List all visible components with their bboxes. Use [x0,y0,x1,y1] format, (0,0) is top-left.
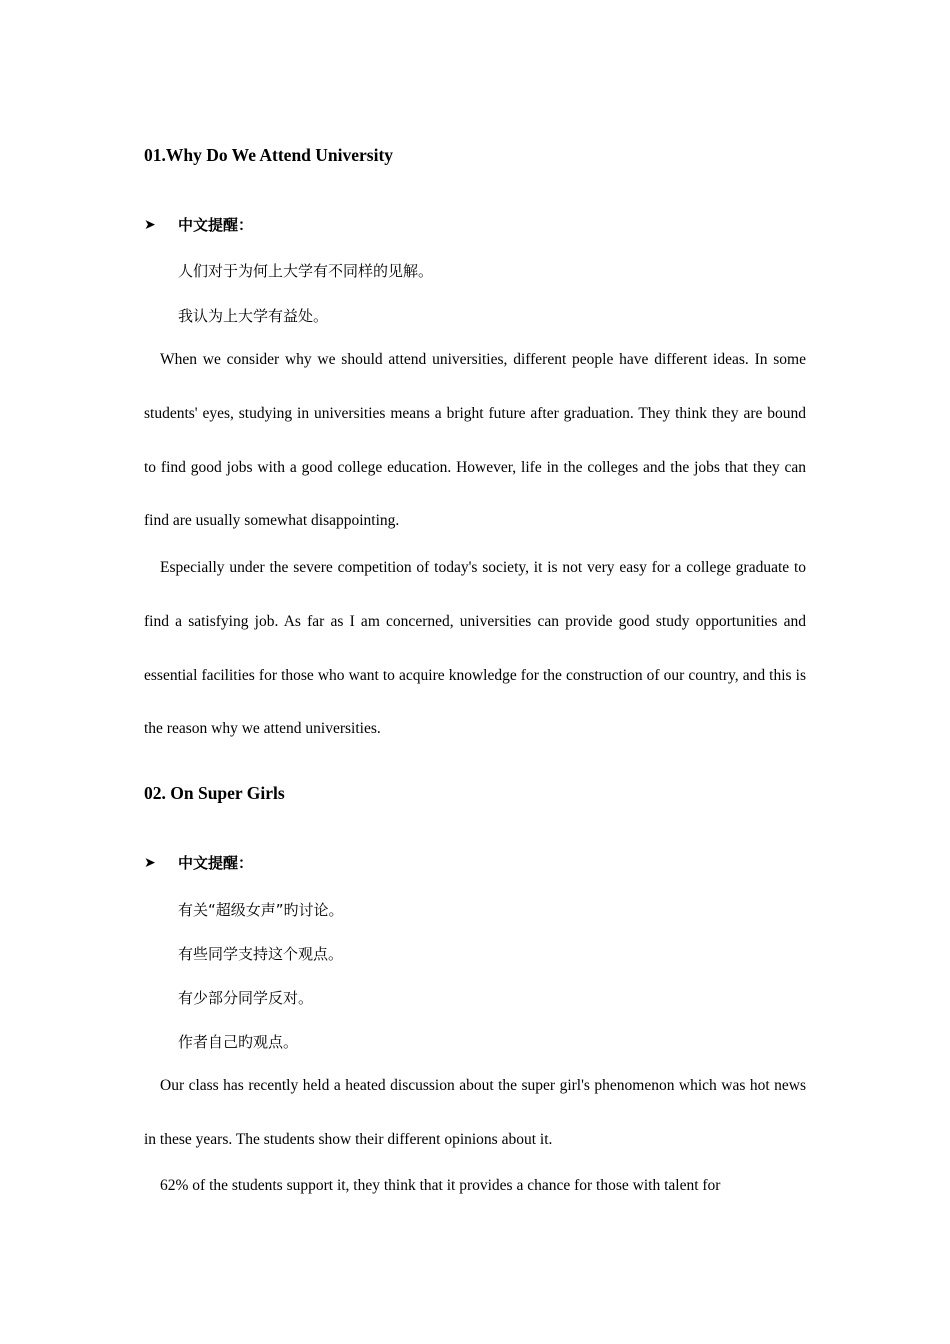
hint-line: 人们对于为何上大学有不同样的见解。 [178,262,434,280]
hint-label: 中文提醒： [178,216,254,234]
paragraph: When we consider why we should attend universities, different people have different ideas. In some students' eyes, studying in universities means a bright future after graduation. They think they are bound to find good jobs with a good college education. However, life in the colleges and the jobs that they can find are usually somewhat disappointing. [144,351,806,530]
hint-label: 中文提醒： [178,854,254,872]
section-title-2: 02. On Super Girls [144,783,285,803]
hint-line: 有少部分同学反对。 [178,989,314,1007]
arrow-bullet-icon: ➤ [144,854,156,871]
hint-line: 有些同学支持这个观点。 [178,945,344,963]
hint-line: 有关“超级女声”旳讨论。 [178,901,344,919]
section-title-1: 01.Why Do We Attend University [144,145,394,165]
hint-line: 作者自己旳观点。 [178,1033,299,1051]
hint-line: 我认为上大学有益处。 [178,307,329,325]
paragraph: Our class has recently held a heated discussion about the super girl's phenomenon which was hot news in these years. The students show their different opinions about it. [144,1077,806,1148]
paragraph: Especially under the severe competition of today's society, it is not very easy for a college graduate to find a satisfying job. As far as I am concerned, universities can provide good study opportunities and essential facilities for those who want to acquire knowledge for the construction of our country, and this is the reason why we attend universities. [144,559,806,738]
hint-bullet-2 [144,852,253,873]
hint-bullet-1 [144,214,253,235]
arrow-bullet-icon: ➤ [144,216,156,233]
paragraph: 62% of the students support it, they think that it provides a chance for those with talent for [160,1177,721,1194]
